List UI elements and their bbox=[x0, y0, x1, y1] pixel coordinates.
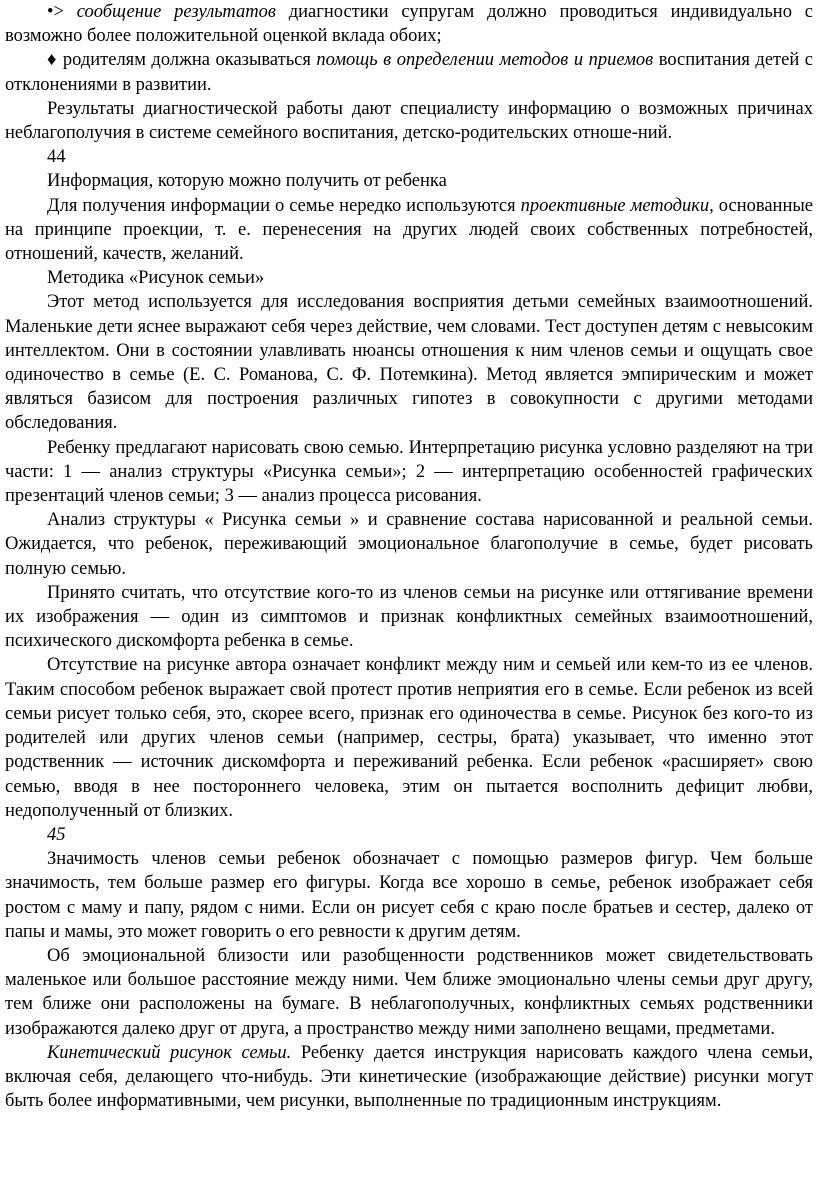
diamond-bullet-icon: ♦ bbox=[47, 50, 58, 71]
emphasis-results-message: сообщение результатов bbox=[76, 2, 276, 22]
paragraph-text: Для получения информации о семье нередко используются bbox=[47, 195, 521, 216]
paragraph-interpretation-parts: Ребенку предлагают нарисовать свою семью. Интерпретацию рисунка условно разделяют на три части: 1 — анализ структуры «Рисунка семьи»; 2 — интерпретацию особенностей графических презентаций членов семьи; 3 — анализ процесса рисования. bbox=[5, 437, 813, 507]
paragraph-structure-analysis: Анализ структуры « Рисунка семьи » и сравнение состава нарисованной и реальной семьи. Ожидается, что ребенок, переживающий эмоциональное благополучие в семье, будет рисовать полную семью. bbox=[5, 510, 813, 579]
heading-family-drawing-method: Методика «Рисунок семьи» bbox=[47, 268, 265, 289]
paragraph-emotional-closeness: Об эмоциональной близости или разобщенности родственников может свидетельствовать маленькое или большое расстояние между ними. Чем ближе эмоционально члены семьи друг другу, тем ближе они расположены на бумаге. В неблагополучных, конфликтных семьях родственники изображаются далеко друг от друга, а пространство между ними заполнено вещами, предметами. bbox=[5, 945, 813, 1039]
emphasis-help-methods: помощь в определении методов и приемов bbox=[316, 50, 654, 71]
paragraph-method-description: Этот метод используется для исследования восприятия детьми семейных взаимоотношений. Маленькие дети яснее выражают себя через действие, чем словами. Тест доступен детям с невысоким интеллектом. Они в состоянии улавливать нюансы отношения к ним членов семьи и ощущать свое одиночество в семье (Е. С. Романова, С. Ф. Потемкина). Метод является эмпирическим и может являться базисом для построения различных гипотез в совокупности с другими методами обследования. bbox=[5, 292, 813, 434]
paragraph-text: воспитания детей с отклонениями в развитии. bbox=[5, 50, 813, 95]
emphasis-kinetic-drawing: Кинетический рисунок семьи. bbox=[47, 1042, 292, 1063]
heading-child-information: Информация, которую можно получить от ребенка bbox=[47, 171, 447, 192]
emphasis-projective-methods: проективные методики, bbox=[520, 195, 714, 216]
paragraph-author-absence: Отсутствие на рисунке автора означает конфликт между ним и семьей или кем-то из ее членов. Таким способом ребенок выражает свой протест против неприятия его в семье. Если ребенок из всей семьи рисует только себя, это, скорее всего, признак его одиночества в семье. Рисунок без кого-то из родителей или других членов семьи (например, сестры, брата) указывает, что именно этот родственник — источник дискомфорта и переживаний ребенка. Если ребенок «расширяет» свою семью, вводя в нее постороннего человека, этим он пытается восполнить дефицит любви, недополученный от близких. bbox=[5, 655, 813, 821]
page-number-45: 45 bbox=[47, 824, 66, 845]
paragraph-parents-help bbox=[5, 48, 813, 96]
paragraph-figure-sizes: Значимость членов семьи ребенок обозначает с помощью размеров фигур. Чем больше значимость, тем больше размер его фигуры. Когда все хорошо в семье, ребенок изображает себя ростом с маму и папу, рядом с ними. Если он рисует себя с краю после братьев и сестер, далеко от папы и мамы, это может говорить о его ревности к другим детям. bbox=[5, 849, 813, 942]
paragraph-text: основанные на принципе проекции, т. е. перенесения на других людей своих собственных потребностей, отношений, качеств, желаний. bbox=[5, 195, 813, 265]
paragraph-results-message bbox=[5, 0, 813, 48]
paragraph-text: диагностики супругам должно проводиться индивидуально с возможно более положительной оценкой вклада обоих; bbox=[5, 2, 813, 47]
paragraph-kinetic-drawing bbox=[5, 1041, 813, 1114]
paragraph-text: родителям должна оказываться bbox=[57, 50, 317, 71]
paragraph-diagnostics-results: Результаты диагностической работы дают специалисту информацию о возможных причинах неблагополучия в системе семейного воспитания, детско-родительских отноше-ний. bbox=[5, 98, 813, 144]
bullet-marker: •> bbox=[47, 2, 64, 22]
paragraph-text: Ребенку дается инструкция нарисовать каждого члена семьи, включая себя, делающего что-нибудь. Эти кинетические (изображающие действие) рисунки могут быть более информативными, чем рисунки, выполненные по традиционным инструкциям. bbox=[5, 1042, 813, 1112]
page-number-44: 44 bbox=[47, 147, 66, 168]
paragraph-missing-members: Принято считать, что отсутствие кого-то из членов семьи на рисунке или оттягивание времени их изображения — один из симптомов и признак конфликтных семейных взаимоотношений, психического дискомфорта ребенка в семье. bbox=[5, 582, 813, 652]
paragraph-projective-methods bbox=[5, 194, 813, 267]
